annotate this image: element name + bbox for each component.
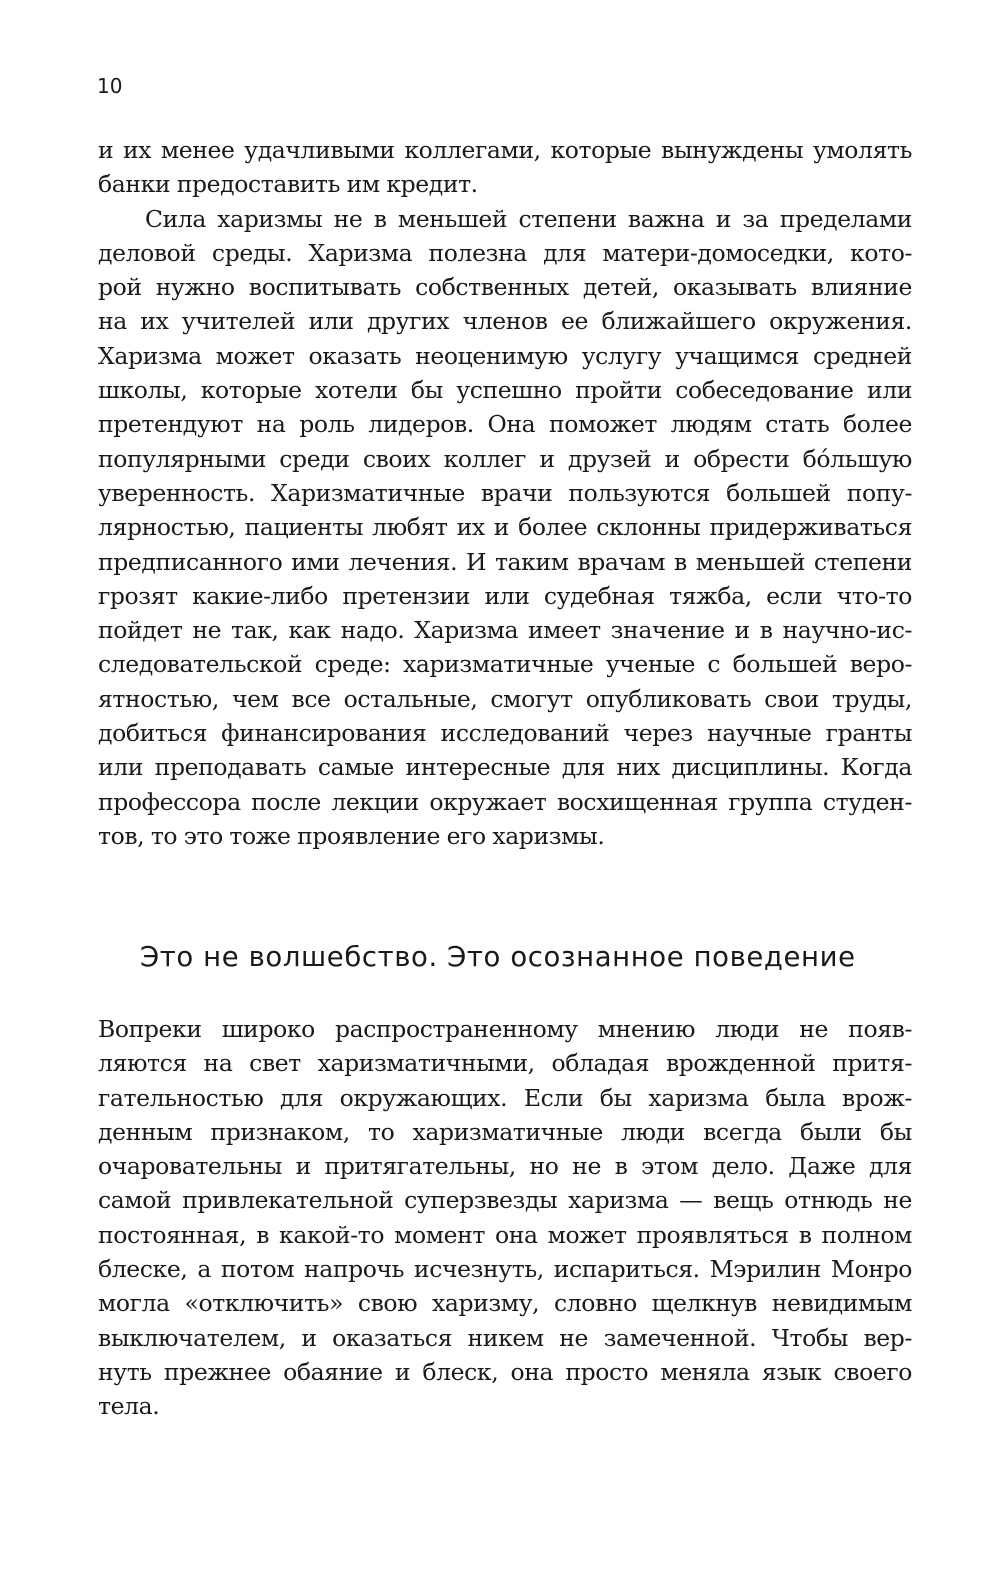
text-line: пойдет не так, как надо. Харизма имеет значение и в научно-ис- <box>98 616 912 645</box>
text-line: профессора после лекции окружает восхищенная группа студен- <box>98 787 912 816</box>
text-line: грозят какие-либо претензии или судебная тяжба, если что-то <box>98 581 912 610</box>
text-line: или преподавать самые интересные для них дисциплины. Когда <box>98 753 912 782</box>
text-line: школы, которые хотели бы успешно пройти собеседование или <box>98 376 912 405</box>
text-line: ляются на свет харизматичными, обладая врожденной притя- <box>98 1049 912 1078</box>
text-line: и их менее удачливыми коллегами, которые вынуждены умолять <box>98 136 912 164</box>
text-line: самой привлекательной суперзвезды харизма — вещь отнюдь не <box>98 1186 912 1215</box>
text-block-top <box>98 133 912 853</box>
text-line: денным признаком, то харизматичные люди всегда были бы <box>98 1117 912 1146</box>
text-line: следовательской среде: харизматичные ученые с большей веро- <box>98 650 912 679</box>
text-line: рой нужно воспитывать собственных детей, оказывать влияние <box>98 273 912 302</box>
text-line: Сила харизмы не в меньшей степени важна и за пределами <box>145 204 912 233</box>
text-line: претендуют на роль лидеров. Она поможет людям стать более <box>98 410 912 439</box>
text-line: лярностью, пациенты любят их и более склонны придерживаться <box>98 513 912 542</box>
page-number: 10 <box>97 74 123 98</box>
text-line: банки предоставить им кредит. <box>98 170 478 199</box>
text-line: предписанного ими лечения. И таким врачам в меньшей степени <box>98 547 912 576</box>
text-line: могла «отключить» свою харизму, словно щелкнув невидимым <box>98 1289 912 1318</box>
text-line: ятностью, чем все остальные, смогут опубликовать свои труды, <box>98 684 912 713</box>
text-line: деловой среды. Харизма полезна для матери-домоседки, кото- <box>98 238 912 267</box>
text-line: на их учителей или других членов ее ближайшего окружения. <box>98 307 912 336</box>
text-line: тела. <box>98 1392 160 1421</box>
text-line: блеске, а потом напрочь исчезнуть, испариться. Мэрилин Монро <box>98 1255 912 1284</box>
text-line: уверенность. Харизматичные врачи пользуются большей попу- <box>98 478 912 507</box>
text-line: выключателем, и оказаться никем не замеченной. Чтобы вер- <box>98 1323 912 1352</box>
text-line: Харизма может оказать неоценимую услугу учащимся средней <box>98 341 912 370</box>
text-line: нуть прежнее обаяние и блеск, она просто меняла язык своего <box>98 1357 912 1386</box>
text-line: тов, то это тоже проявление его харизмы. <box>98 821 605 850</box>
text-line: очаровательны и притягательны, но не в этом дело. Даже для <box>98 1152 912 1181</box>
text-line: гательностью для окружающих. Если бы харизма была врож- <box>98 1083 912 1112</box>
text-line: популярными среди своих коллег и друзей и обрести бóльшую <box>98 444 912 473</box>
text-line: Вопреки широко распространенному мнению люди не появ- <box>98 1015 912 1043</box>
section-heading: Это не волшебство. Это осознанное поведение <box>140 941 856 973</box>
text-line: добиться финансирования исследований через научные гранты <box>98 719 912 748</box>
text-block-bottom <box>98 1012 912 1424</box>
text-line: постоянная, в какой-то момент она может проявляться в полном <box>98 1220 912 1249</box>
